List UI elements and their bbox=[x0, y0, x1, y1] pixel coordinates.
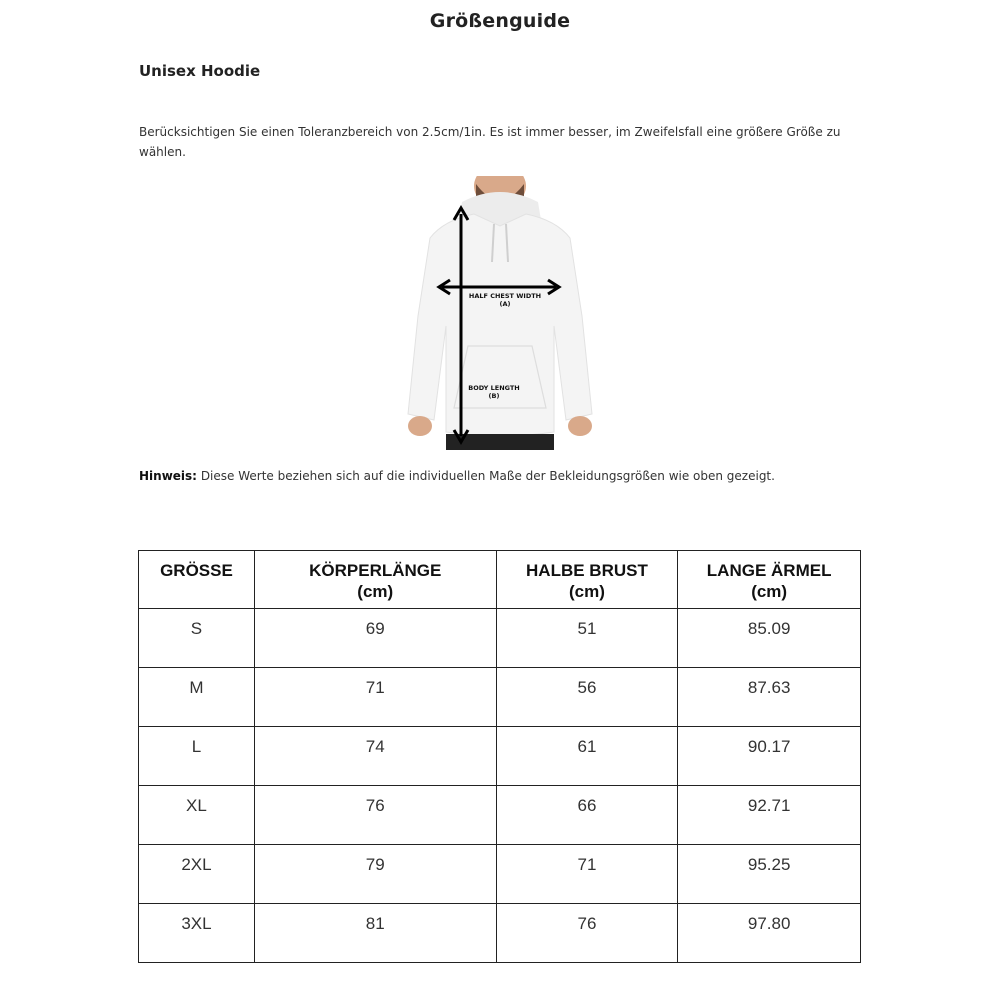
cell-body-length: 74 bbox=[254, 727, 496, 786]
table-header-row bbox=[139, 551, 861, 609]
hint-label: Hinweis: bbox=[139, 469, 197, 483]
table-row bbox=[139, 845, 861, 904]
table-row bbox=[139, 786, 861, 845]
cell-half-chest: 66 bbox=[496, 786, 678, 845]
cell-half-chest: 56 bbox=[496, 668, 678, 727]
table-row bbox=[139, 609, 861, 668]
cell-size: M bbox=[139, 668, 255, 727]
body-length-label: BODY LENGTH (B) bbox=[468, 384, 520, 400]
table-row bbox=[139, 668, 861, 727]
chest-width-label: HALF CHEST WIDTH (A) bbox=[468, 292, 542, 308]
cell-half-chest: 71 bbox=[496, 845, 678, 904]
cell-half-chest: 76 bbox=[496, 904, 678, 963]
hoodie-measurement-figure bbox=[404, 176, 596, 450]
cell-sleeve-length: 95.25 bbox=[678, 845, 861, 904]
cell-body-length: 76 bbox=[254, 786, 496, 845]
header-size: GRÖSSE bbox=[139, 551, 255, 609]
header-body-length: KÖRPERLÄNGE (cm) bbox=[254, 551, 496, 609]
cell-sleeve-length: 92.71 bbox=[678, 786, 861, 845]
cell-size: S bbox=[139, 609, 255, 668]
cell-sleeve-length: 97.80 bbox=[678, 904, 861, 963]
tolerance-note: Berücksichtigen Sie einen Toleranzbereich von 2.5cm/1in. Es ist immer besser, im Zweifelsfall eine größere Größe zu wählen. bbox=[139, 125, 841, 159]
cell-body-length: 81 bbox=[254, 904, 496, 963]
cell-half-chest: 61 bbox=[496, 727, 678, 786]
cell-half-chest: 51 bbox=[496, 609, 678, 668]
table-row bbox=[139, 727, 861, 786]
model-right-hand bbox=[568, 416, 592, 436]
cell-sleeve-length: 87.63 bbox=[678, 668, 861, 727]
cell-size: 3XL bbox=[139, 904, 255, 963]
header-sleeve-length: LANGE ÄRMEL (cm) bbox=[678, 551, 861, 609]
product-title: Unisex Hoodie bbox=[139, 62, 261, 80]
hint-text: Diese Werte beziehen sich auf die individuellen Maße der Bekleidungsgrößen wie oben gezeigt. bbox=[200, 469, 775, 483]
cell-body-length: 71 bbox=[254, 668, 496, 727]
cell-body-length: 69 bbox=[254, 609, 496, 668]
cell-size: 2XL bbox=[139, 845, 255, 904]
table-row bbox=[139, 904, 861, 963]
cell-sleeve-length: 85.09 bbox=[678, 609, 861, 668]
hoodie-illustration bbox=[404, 176, 596, 450]
header-half-chest: HALBE BRUST (cm) bbox=[496, 551, 678, 609]
cell-sleeve-length: 90.17 bbox=[678, 727, 861, 786]
cell-size: L bbox=[139, 727, 255, 786]
cell-size: XL bbox=[139, 786, 255, 845]
cell-body-length: 79 bbox=[254, 845, 496, 904]
model-left-hand bbox=[408, 416, 432, 436]
hint-note bbox=[139, 467, 899, 485]
hoodie-body bbox=[408, 214, 592, 436]
page-title: Größenguide bbox=[429, 10, 571, 32]
size-table bbox=[138, 550, 861, 963]
